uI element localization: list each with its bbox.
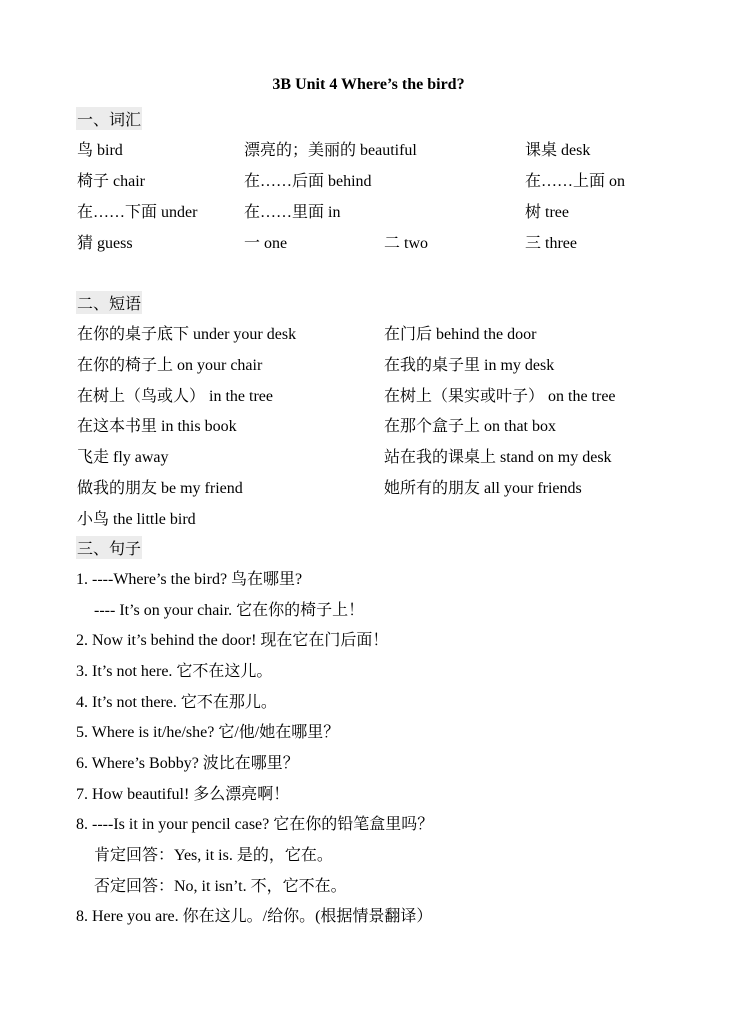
phrase-item: 在这本书里 in this book [77, 418, 237, 435]
sentence-line: 6. Where’s Bobby? 波比在哪里？ [76, 755, 299, 772]
sentence-line: 8. Here you are. 你在这儿。/给你。(根据情景翻译） [76, 908, 433, 925]
sentence-line: 2. Now it’s behind the door! 现在它在门后面！ [76, 632, 389, 649]
phrase-item: 在树上（果实或叶子） on the tree [384, 388, 616, 405]
vocab-item: 在……后面 behind [244, 173, 372, 190]
sentence-line: 3. It’s not here. 它不在这儿。 [76, 663, 273, 680]
phrase-row [0, 321, 737, 343]
phrase-item: 做我的朋友 be my friend [77, 480, 243, 497]
vocab-item: 课桌 desk [525, 142, 591, 159]
section-heading-sentences: 三、句子 [76, 536, 142, 559]
sentence-line: 5. Where is it/he/she? 它/他/她在哪里？ [76, 724, 340, 741]
section-heading-vocabulary: 一、词汇 [76, 107, 142, 130]
phrase-row [0, 413, 737, 435]
sentence-line: 1. ----Where’s the bird? 鸟在哪里? [76, 571, 303, 588]
phrase-item: 她所有的朋友 all your friends [384, 480, 582, 497]
vocab-item: 在……下面 under [77, 204, 198, 221]
sentence-line: 否定回答：No, it isn’t. 不，它不在。 [94, 878, 347, 895]
vocab-item: 一 one [244, 235, 288, 252]
page-title: 3B Unit 4 Where’s the bird? [272, 76, 465, 93]
vocab-item: 鸟 bird [77, 142, 123, 159]
sentence-line: 8. ----Is it in your pencil case? 它在你的铅笔盒里吗？ [76, 816, 434, 833]
phrase-item: 小鸟 the little bird [77, 511, 196, 528]
phrase-row [0, 444, 737, 466]
sentence-line: 4. It’s not there. 它不在那儿。 [76, 694, 277, 711]
vocab-item: 椅子 chair [77, 173, 145, 190]
vocab-row [0, 137, 737, 159]
phrase-item: 在你的椅子上 on your chair [77, 357, 263, 374]
phrase-item: 飞走 fly away [77, 449, 169, 466]
vocab-item: 在……里面 in [244, 204, 341, 221]
phrase-item: 在那个盒子上 on that box [384, 418, 556, 435]
phrase-item: 在树上（鸟或人） in the tree [77, 388, 273, 405]
phrase-item: 在你的桌子底下 under your desk [77, 326, 297, 343]
phrase-row [0, 475, 737, 497]
sentence-line: ---- It’s on your chair. 它在你的椅子上！ [94, 602, 365, 619]
phrase-row [0, 383, 737, 405]
section-heading-phrases: 二、短语 [76, 291, 142, 314]
vocab-item: 三 three [525, 235, 577, 252]
phrase-item: 站在我的课桌上 stand on my desk [384, 449, 612, 466]
sentence-line: 7. How beautiful! 多么漂亮啊！ [76, 786, 290, 803]
vocab-row [0, 199, 737, 221]
phrase-item: 在门后 behind the door [384, 326, 537, 343]
vocab-item: 猜 guess [77, 235, 133, 252]
vocab-item: 树 tree [525, 204, 569, 221]
sentence-line: 肯定回答：Yes, it is. 是的，它在。 [94, 847, 333, 864]
vocab-item: 在……上面 on [525, 173, 626, 190]
vocab-row [0, 230, 737, 252]
phrase-item: 在我的桌子里 in my desk [384, 357, 555, 374]
vocab-row [0, 168, 737, 190]
vocab-item: 二 two [384, 235, 429, 252]
vocab-item: 漂亮的；美丽的 beautiful [244, 142, 417, 159]
phrase-row [0, 352, 737, 374]
phrase-row [0, 506, 737, 528]
